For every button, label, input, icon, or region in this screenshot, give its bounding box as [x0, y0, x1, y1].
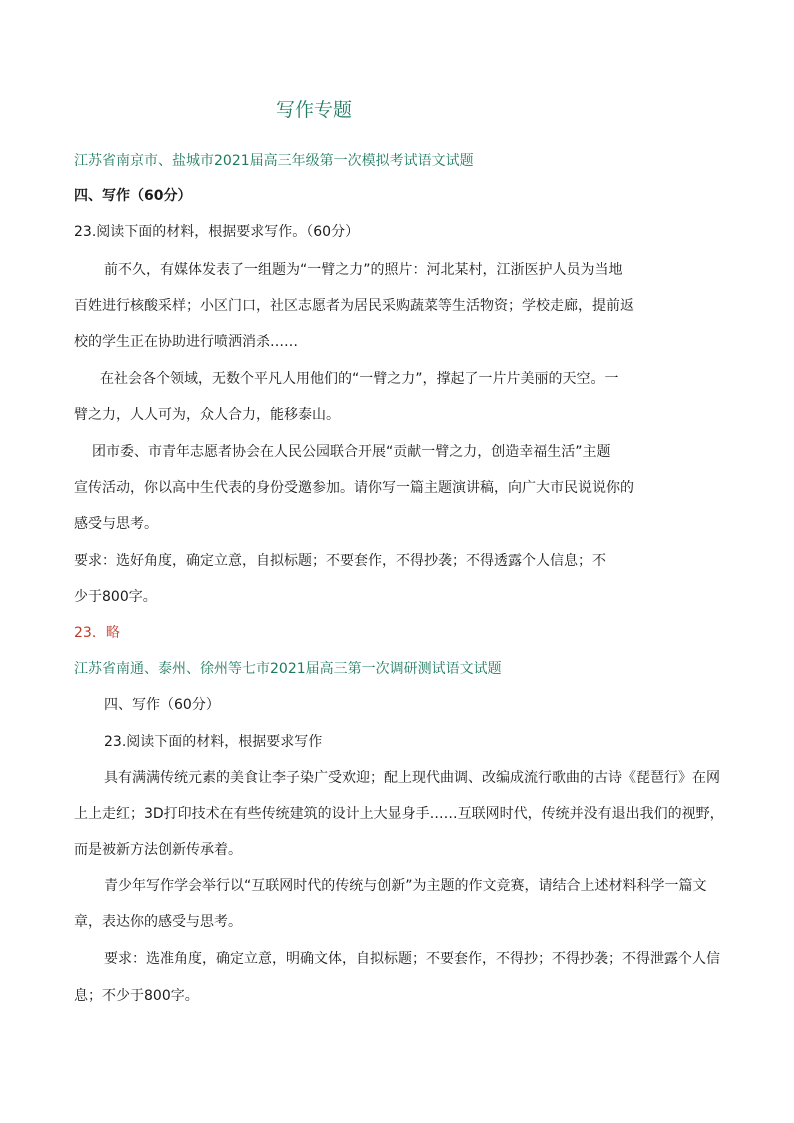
requirement-line: 要求：选准角度，确定立意，明确文体，自拟标题；不要套作，不得抄；不得抄袭；不得泄露个人信	[104, 951, 720, 967]
task-line: 青少年写作学会举行以“互联网时代的传统与创新”为主题的作文竞赛，请结合上述材料科学一篇文	[104, 878, 707, 894]
material-line: 校的学生正在协助进行喷洒消杀……	[74, 334, 298, 350]
material-line: 具有满满传统元素的美食让李子染广受欢迎；配上现代曲调、改编成流行歌曲的古诗《琵琶行》在网	[104, 770, 720, 786]
question-line-2: 23.阅读下面的材料，根据要求写作	[104, 734, 323, 750]
section-heading-2: 四、写作（60分）	[104, 697, 220, 713]
task-line: 宣传活动，你以高中生代表的身份受邀参加。请你写一篇主题演讲稿，向广大市民说说你的	[74, 480, 634, 496]
requirement-line: 少于800字。	[74, 589, 157, 605]
source-line-2: 江苏省南通、泰州、徐州等七市2021届高三第一次调研测试语文试题	[74, 661, 502, 677]
material-line: 而是被新方法创新传承着。	[74, 842, 242, 858]
material-line: 臂之力，人人可为，众人合力，能移泰山。	[74, 407, 340, 423]
task-line: 章，表达你的感受与思考。	[74, 914, 242, 930]
material-line: 前不久，有媒体发表了一组题为“一臂之力”的照片：河北某村，江浙医护人员为当地	[104, 262, 623, 278]
answer-note: 23．略	[74, 625, 120, 641]
material-line: 在社会各个领域，无数个平凡人用他们的“一臂之力”，撑起了一片片美丽的天空。一	[100, 371, 619, 387]
task-line: 团市委、市青年志愿者协会在人民公园联合开展“贡献一臂之力，创造幸福生活”主题	[92, 444, 611, 460]
task-line: 感受与思考。	[74, 516, 158, 532]
section-heading-1: 四、写作（60分）	[74, 188, 192, 204]
requirement-line: 要求：选好角度，确定立意，自拟标题；不要套作，不得抄袭；不得透露个人信息；不	[74, 553, 606, 569]
material-line: 上上走红；3D打印技术在有些传统建筑的设计上大显身手……互联网时代，传统并没有退出我们的视野，	[74, 806, 724, 822]
source-line-1: 江苏省南京市、盐城市2021届高三年级第一次模拟考试语文试题	[74, 153, 474, 169]
question-line-1: 23.阅读下面的材料，根据要求写作。（60分）	[74, 224, 360, 240]
page-title: 写作专题	[276, 99, 353, 121]
material-line: 百姓进行核酸采样；小区门口，社区志愿者为居民采购蔬菜等生活物资；学校走廊，提前返	[74, 298, 634, 314]
requirement-line: 息；不少于800字。	[74, 988, 199, 1004]
